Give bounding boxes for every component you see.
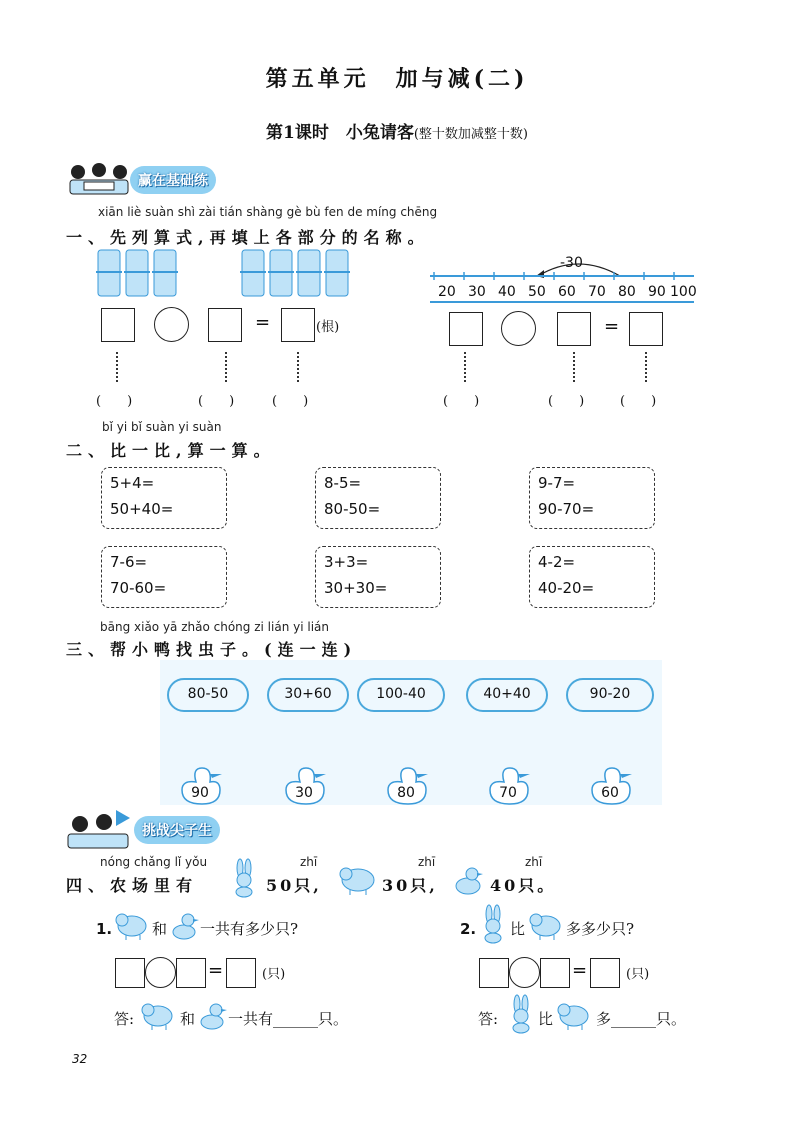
compare-text: 比 (510, 920, 526, 938)
q1-pinyin: xiān liè suàn shì zài tián shàng gè bù fen de míng chēng (98, 205, 438, 219)
dotted-connector (464, 352, 466, 382)
tick-label: 70 (588, 284, 606, 300)
calc-group (101, 546, 227, 608)
tick-label: 40 (498, 284, 516, 300)
rabbit-icon (478, 904, 508, 944)
equals-sign: = (255, 312, 271, 333)
stick-bundles-right (240, 248, 352, 298)
answer-box[interactable] (590, 958, 620, 988)
sheep-icon (338, 862, 378, 896)
dotted-connector (225, 352, 227, 382)
tick-label: 90 (648, 284, 666, 300)
q4-text: 四、农场里有 (66, 876, 199, 895)
calc-line[interactable]: 50+40= (110, 500, 174, 518)
operator-circle[interactable] (145, 957, 176, 988)
answer-box[interactable] (101, 308, 135, 342)
calc-line[interactable]: 30+30= (324, 579, 388, 597)
and-text: 和 (180, 1010, 196, 1028)
answer-box[interactable] (449, 312, 483, 346)
caterpillar-card[interactable]: 30+60 (267, 678, 349, 712)
answer-box[interactable] (115, 958, 145, 988)
answer-box[interactable] (557, 312, 591, 346)
name-blank[interactable]: ( ) (548, 394, 585, 409)
operator-circle[interactable] (501, 311, 536, 346)
q4-pinyin-zhi: zhī (300, 855, 318, 869)
name-blank[interactable]: ( ) (198, 394, 235, 409)
answer-sentence[interactable]: 一共有______只。 (228, 1010, 349, 1028)
duck-icon (170, 910, 200, 942)
dotted-connector (297, 352, 299, 382)
duck-number[interactable]: 90 (191, 785, 209, 801)
unit-label: (根) (316, 320, 340, 335)
calc-line[interactable]: 90-70= (538, 500, 595, 518)
answer-box[interactable] (176, 958, 206, 988)
banner-challenge-label: 挑战尖子生 (134, 816, 220, 844)
duck-icon (198, 1000, 228, 1032)
calc-line[interactable]: 80-50= (324, 500, 381, 518)
kids-cheering-icon (64, 808, 136, 850)
calc-group (315, 546, 441, 608)
calc-group (101, 467, 227, 529)
calc-line[interactable]: 9-7= (538, 474, 576, 492)
duck-number[interactable]: 80 (397, 785, 415, 801)
q3-pinyin: bāng xiǎo yā zhǎo chóng zi lián yi lián (100, 620, 329, 634)
answer-sentence[interactable]: 多______只。 (596, 1010, 687, 1028)
unit-label: (只) (626, 967, 650, 982)
name-blank[interactable]: ( ) (272, 394, 309, 409)
answer-box[interactable] (226, 958, 256, 988)
banner-basic (64, 160, 244, 198)
operator-circle[interactable] (154, 307, 189, 342)
calc-line[interactable]: 8-5= (324, 474, 362, 492)
rabbit-icon (228, 858, 260, 898)
dotted-connector (116, 352, 118, 382)
answer-label: 答: (114, 1010, 135, 1028)
q2-text: 二、比一比,算一算。 (66, 441, 276, 460)
caterpillar-card[interactable]: 100-40 (357, 678, 445, 712)
tick-label: 100 (670, 284, 697, 300)
tick-label: 80 (618, 284, 636, 300)
q3-text: 三、帮小鸭找虫子。(连一连) (66, 640, 358, 659)
rabbit-count: 50只, (266, 876, 322, 895)
dotted-connector (645, 352, 647, 382)
problem-2-number: 2. (460, 920, 477, 938)
problem-2-question: 多多少只? (566, 920, 635, 938)
problem-1-question: 一共有多少只? (200, 920, 299, 938)
answer-box[interactable] (208, 308, 242, 342)
name-blank[interactable]: ( ) (443, 394, 480, 409)
equals-sign: = (572, 960, 588, 981)
caterpillar-card[interactable]: 90-20 (566, 678, 654, 712)
q4-pinyin: nóng chǎng lǐ yǒu (100, 855, 208, 869)
answer-box[interactable] (479, 958, 509, 988)
jump-label: -30 (560, 255, 583, 271)
answer-box[interactable] (629, 312, 663, 346)
calc-line[interactable]: 3+3= (324, 553, 369, 571)
calc-group (315, 467, 441, 529)
rabbit-icon (506, 994, 536, 1034)
equals-sign: = (208, 960, 224, 981)
operator-circle[interactable] (509, 957, 540, 988)
sheep-icon (556, 998, 592, 1032)
duck-icon (452, 864, 484, 896)
unit-label: (只) (262, 967, 286, 982)
stick-bundles-left (96, 248, 180, 298)
duck-number[interactable]: 60 (601, 785, 619, 801)
caterpillar-card[interactable]: 40+40 (466, 678, 548, 712)
duck-number[interactable]: 30 (295, 785, 313, 801)
q4-pinyin-zhi: zhī (418, 855, 436, 869)
calc-line[interactable]: 5+4= (110, 474, 155, 492)
equals-sign: = (604, 316, 620, 337)
duck-number[interactable]: 70 (499, 785, 517, 801)
problem-1-number: 1. (96, 920, 113, 938)
tick-label: 30 (468, 284, 486, 300)
calc-line[interactable]: 40-20= (538, 579, 595, 597)
sheep-icon (528, 908, 564, 942)
answer-label: 答: (478, 1010, 499, 1028)
q2-pinyin: bǐ yi bǐ suàn yi suàn (102, 420, 222, 434)
banner-basic-label: 赢在基础练 (130, 166, 216, 194)
name-blank[interactable]: ( ) (96, 394, 133, 409)
q4-pinyin-zhi: zhī (525, 855, 543, 869)
lesson-title: 第1课时 小兔请客(整十数加减整十数) (266, 123, 528, 143)
sheep-icon (140, 998, 176, 1032)
name-blank[interactable]: ( ) (620, 394, 657, 409)
and-text: 和 (152, 920, 168, 938)
banner-challenge (64, 808, 254, 850)
calc-line[interactable]: 7-6= (110, 553, 148, 571)
answer-box[interactable] (540, 958, 570, 988)
calc-line[interactable]: 4-2= (538, 553, 576, 571)
page-title: 第五单元 加与减(二) (265, 66, 529, 92)
q1-text: 一、先列算式,再填上各部分的名称。 (66, 228, 430, 247)
caterpillar-card[interactable]: 80-50 (167, 678, 249, 712)
calc-line[interactable]: 70-60= (110, 579, 167, 597)
page-number: 32 (72, 1052, 88, 1066)
calc-group (529, 467, 655, 529)
calc-group (529, 546, 655, 608)
tick-label: 60 (558, 284, 576, 300)
answer-box[interactable] (281, 308, 315, 342)
tick-label: 20 (438, 284, 456, 300)
compare-text: 比 (538, 1010, 554, 1028)
tick-label: 50 (528, 284, 546, 300)
dotted-connector (573, 352, 575, 382)
sheep-count: 30只, (382, 876, 438, 895)
kids-reading-icon (64, 160, 134, 198)
duck-count: 40只。 (490, 876, 557, 895)
sheep-icon (114, 908, 150, 942)
